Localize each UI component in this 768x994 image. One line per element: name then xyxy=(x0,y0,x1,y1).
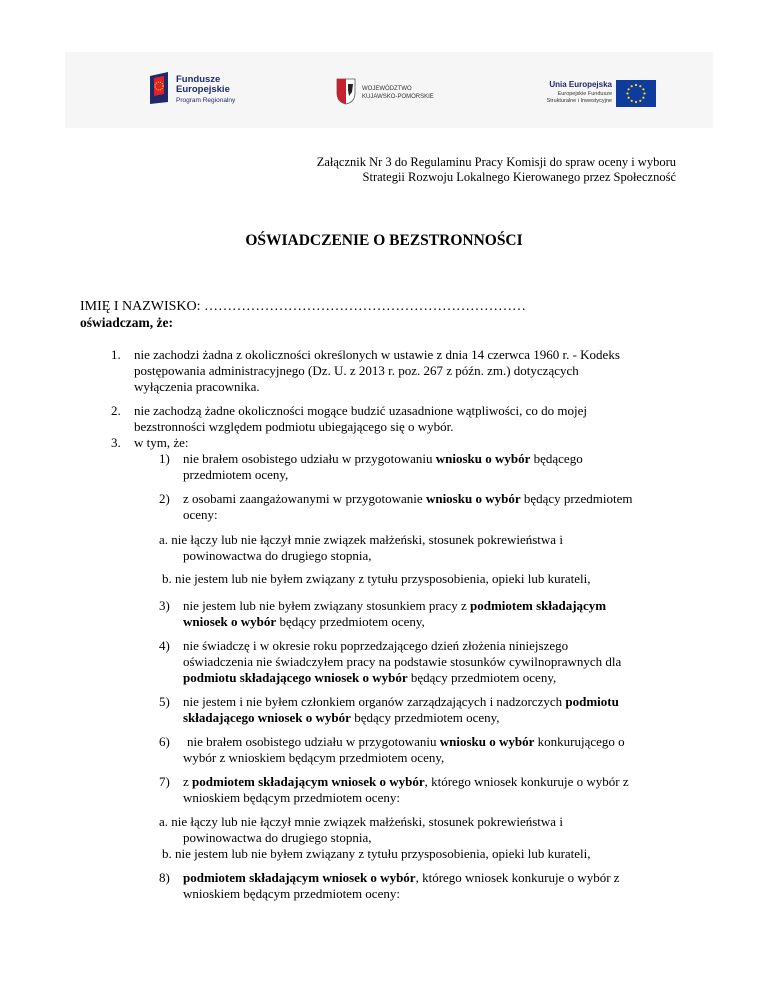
fe-star-flag-icon xyxy=(148,72,170,104)
bold-phrase: podmiotem składającym wniosek o wybór xyxy=(183,870,416,885)
sub-1: nie brałem osobistego udziału w przygotowaniu wniosku o wybór będącego przedmiotem oceny, xyxy=(183,451,583,482)
item-2-line1: nie zachodzą żadne okoliczności mogące budzić uzasadnione wątpliwości, co do mojej xyxy=(134,403,588,418)
kp-line2: KUJAWSKO-POMORSKIE xyxy=(362,94,434,100)
sub-8-number: 8) xyxy=(159,870,170,885)
bold-phrase: wniosku o wybór xyxy=(425,491,521,506)
fe-title-line2: Europejskie xyxy=(176,84,230,95)
sub-2-a: a. nie łączy lub nie łączył mnie związek małżeński, stosunek pokrewieństwa i powinowactwa do drugiego stopnia, xyxy=(159,532,563,563)
bold-phrase: podmiotem składającym wniosek o wybór xyxy=(192,774,425,789)
coat-of-arms-icon xyxy=(336,78,356,105)
bold-phrase: składającego wniosek o wybór xyxy=(183,710,351,725)
ue-subtitle-2: Strukturalne i Inwestycyjne xyxy=(546,98,612,104)
annex-line1: Załącznik Nr 3 do Regulaminu Pracy Komisji do spraw oceny i wyboru xyxy=(316,155,676,169)
declaration-intro: oświadczam, że: xyxy=(80,315,173,330)
bold-phrase: wniosku o wybór xyxy=(439,734,535,749)
sub-1-number: 1) xyxy=(159,451,170,466)
sub-8: podmiotem składającym wniosek o wybór, którego wniosek konkuruje o wybór z wnioskiem będącym przedmiotem oceny: xyxy=(183,870,620,901)
bold-phrase: wniosku o wybór xyxy=(435,451,531,466)
sub-5: nie jestem i nie byłem członkiem organów zarządzających i nadzorczych podmiotu składającego wniosek o wybór będący przedmiotem oceny, xyxy=(183,694,619,725)
sub-3: nie jestem lub nie byłem związany stosunkiem pracy z podmiotem składającym wniosek o wybór będący przedmiotem oceny, xyxy=(183,598,607,629)
annex-line2: Strategii Rozwoju Lokalnego Kierowanego przez Społeczność xyxy=(362,170,676,184)
item-3-number: 3. xyxy=(111,435,121,450)
kujawsko-pomorskie-logo xyxy=(336,78,446,106)
eu-flag-icon xyxy=(616,80,656,107)
sub-7-number: 7) xyxy=(159,774,170,789)
bold-phrase: wniosek o wybór xyxy=(183,614,277,629)
item-2 xyxy=(134,403,688,435)
bold-phrase: podmiotu składającego wniosek o wybór xyxy=(183,670,408,685)
fe-subtitle: Program Regionalny xyxy=(176,97,236,104)
sub-4-number: 4) xyxy=(159,638,170,653)
bold-phrase: podmiotu xyxy=(565,694,619,709)
item-1-line2: postępowania administracyjnego (Dz. U. z 2013 r. poz. 267 z późn. zm.) dotyczących xyxy=(134,363,579,378)
sub-5-number: 5) xyxy=(159,694,170,709)
kp-line1: WOJEWÓDZTWO xyxy=(362,86,412,92)
item-1-line1: nie zachodzi żadna z okoliczności określonych w ustawie z dnia 14 czerwca 1960 r. - Kodeks xyxy=(134,347,620,362)
document-title: OŚWIADCZENIE O BEZSTRONNOŚCI xyxy=(245,232,523,249)
sub-7-a-b: a. nie łączy lub nie łączył mnie związek małżeński, stosunek pokrewieństwa i powinowactwa do drugiego stopnia, b. nie jestem lub nie byłem związany z tytułu przysposobienia, opieki lub kurateli, xyxy=(159,814,591,861)
name-field-line: IMIĘ I NAZWISKO: …………………………………………………………… xyxy=(80,299,527,314)
unia-europejska-logo xyxy=(538,80,658,108)
item-1-number: 1. xyxy=(111,347,121,362)
sub-3-number: 3) xyxy=(159,598,170,613)
bold-phrase: podmiotem składającym xyxy=(470,598,607,613)
ue-title: Unia Europejska xyxy=(549,80,612,89)
item-1-line3: wyłączenia pracownika. xyxy=(134,379,260,394)
annex-header xyxy=(317,155,676,185)
ue-subtitle-1: Europejskie Fundusze xyxy=(557,91,612,97)
sub-7: z podmiotem składającym wniosek o wybór, którego wniosek konkuruje o wybór z wnioskiem będącym przedmiotem oceny: xyxy=(183,774,629,805)
item-3: w tym, że: xyxy=(134,435,189,450)
item-1 xyxy=(134,347,688,395)
sub-2: z osobami zaangażowanymi w przygotowanie wniosku o wybór będący przedmiotem oceny: xyxy=(183,491,633,522)
fe-title-line1: Fundusze xyxy=(176,74,221,85)
sub-2-number: 2) xyxy=(159,491,170,506)
item-2-number: 2. xyxy=(111,403,121,418)
sub-6: nie brałem osobistego udziału w przygotowaniu wniosku o wybór konkurującego o wybór z wnioskiem będącym przedmiotem oceny, xyxy=(183,734,625,765)
sub-6-number: 6) xyxy=(159,734,170,749)
sub-4: nie świadczę i w okresie roku poprzedzającego dzień złożenia niniejszego oświadczenia nie świadczyłem pracy na podstawie stosunków cywilnoprawnych dla podmiotu składającego wniosek o wybór będący przedmiotem oceny, xyxy=(183,638,622,685)
sub-2-b: b. nie jestem lub nie byłem związany z tytułu przysposobienia, opieki lub kurateli, xyxy=(162,571,591,586)
item-2-line2: bezstronności względem podmiotu ubiegającego się o wybór. xyxy=(134,419,454,434)
fundusze-europejskie-logo xyxy=(148,72,268,108)
